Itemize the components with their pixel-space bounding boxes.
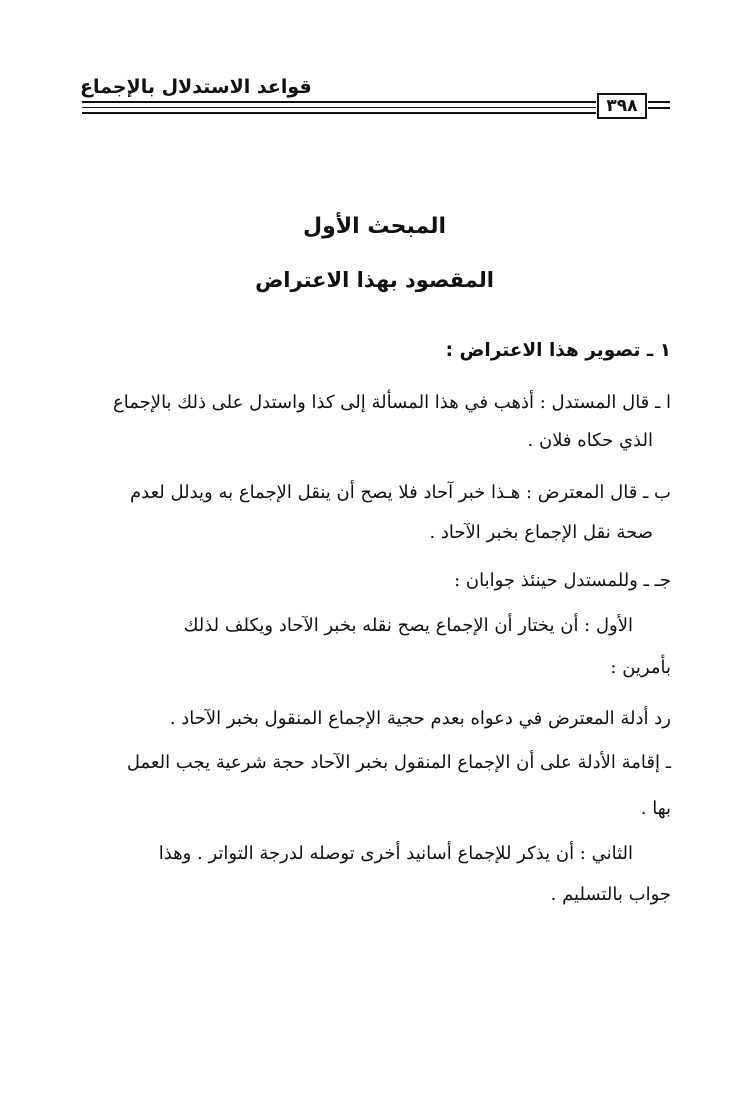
paragraph-a-line-2: الذي حكاه فلان . [527, 430, 653, 451]
header-rule-bottom [82, 112, 596, 114]
second-answer-line-2: جواب بالتسليم . [550, 884, 671, 905]
header-rule-tail-top [648, 101, 670, 103]
first-answer-line-2: بأمرين : [610, 657, 671, 678]
header-rule-top [82, 101, 596, 103]
rebuttal-line: رد أدلة المعترض في دعواه بعدم حجية الإجماع المنقول بخبر الآحاد . [169, 708, 671, 729]
section-subtitle: المقصود بهذا الاعتراض [255, 268, 494, 292]
header-rule-tail-bottom [648, 107, 670, 109]
proof-line-2: بها . [640, 798, 671, 819]
section-title: المبحث الأول [302, 214, 447, 239]
page-number: ٣٩٨ [597, 93, 647, 119]
paragraph-b-line-2: صحة نقل الإجماع بخبر الآحاد . [429, 522, 653, 543]
running-header-title: قواعد الاستدلال بالإجماع [80, 76, 312, 98]
proof-line-1: ـ إقامة الأدلة على أن الإجماع المنقول بخبر الآحاد حجة شرعية يجب العمل [126, 752, 671, 773]
header-rule-middle [82, 107, 596, 108]
paragraph-a-line-1: ا ـ قال المستدل : أذهب في هذا المسألة إلى كذا واستدل على ذلك بالإجماع [113, 392, 671, 413]
point-heading: ١ ـ تصوير هذا الاعتراض : [445, 340, 671, 361]
paragraph-c-line-1: جـ ـ وللمستدل حينئذ جوابان : [454, 570, 671, 591]
second-answer-line-1: الثاني : أن يذكر للإجماع أسانيد أخرى توصله لدرجة التواتر . وهذا [158, 843, 633, 864]
paragraph-b-line-1: ب ـ قال المعترض : هـذا خبر آحاد فلا يصح أن ينقل الإجماع به ويدلل لعدم [129, 482, 671, 503]
first-answer-line-1: الأول : أن يختار أن الإجماع يصح نقله بخبر الآحاد ويكلف لذلك [183, 615, 633, 636]
